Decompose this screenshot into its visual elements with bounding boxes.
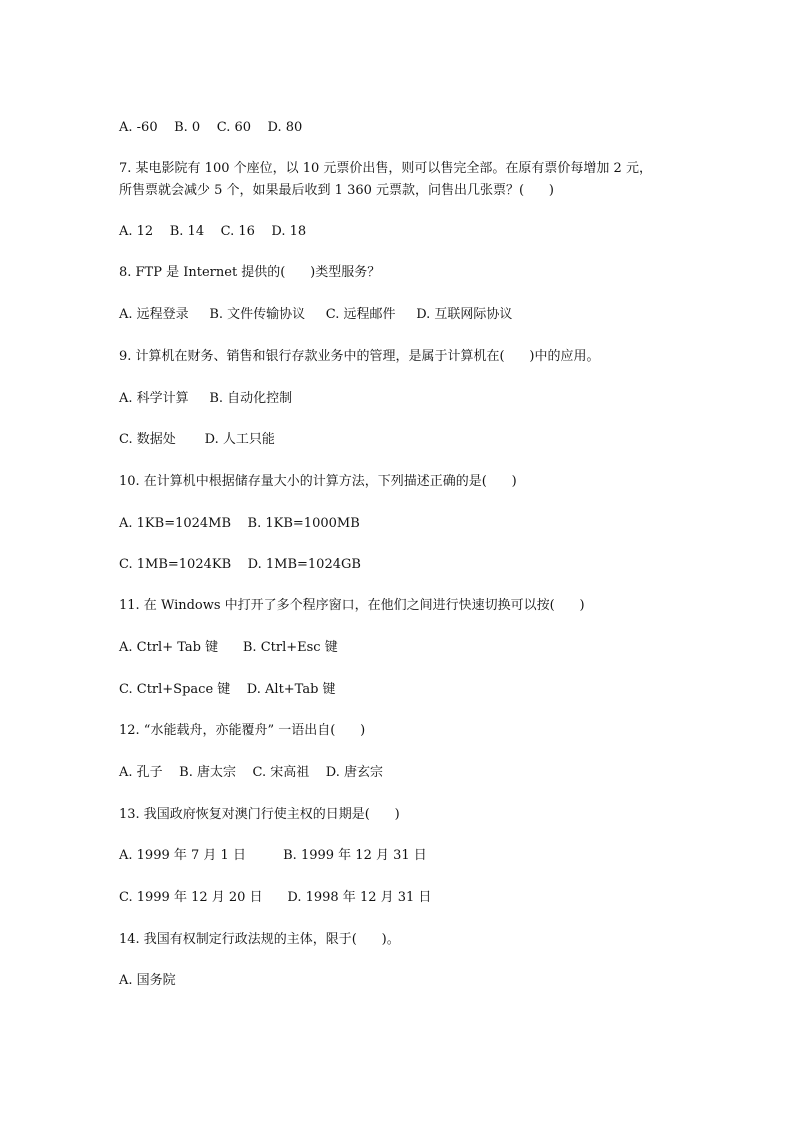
question-7-line-2: 所售票就会减少 5 个，如果最后收到 1 360 元票款，问售出几张票？( ) (119, 183, 554, 198)
question-7-line-1: 7. 某电影院有 100 个座位，以 10 元票价出售，则可以售完全部。在原有票价每增加 2 元， (119, 161, 652, 176)
answer-options-q13-row-2: C. 1999 年 12 月 20 日 D. 1998 年 12 月 31 日 (119, 890, 432, 905)
answer-options-q10-row-2: C. 1MB=1024KB D. 1MB=1024GB (119, 557, 361, 572)
answer-options-q8: A. 远程登录 B. 文件传输协议 C. 远程邮件 D. 互联网际协议 (119, 307, 513, 322)
answer-options-q9-row-1: A. 科学计算 B. 自动化控制 (119, 391, 293, 406)
answer-options-q9-row-2: C. 数据处 D. 人工只能 (119, 432, 275, 447)
answer-options-q13-row-1: A. 1999 年 7 月 1 日 B. 1999 年 12 月 31 日 (119, 848, 427, 863)
answer-options-q12: A. 孔子 B. 唐太宗 C. 宋高祖 D. 唐玄宗 (119, 765, 384, 780)
question-10: 10. 在计算机中根据储存量大小的计算方法，下列描述正确的是( ) (119, 474, 517, 489)
answer-options-q11-row-1: A. Ctrl+ Tab 键 B. Ctrl+Esc 键 (119, 640, 338, 655)
answer-options-q14: A. 国务院 (119, 973, 176, 988)
question-9: 9. 计算机在财务、销售和银行存款业务中的管理，是属于计算机在( )中的应用。 (119, 349, 600, 364)
question-13: 13. 我国政府恢复对澳门行使主权的日期是( ) (119, 807, 400, 822)
question-14: 14. 我国有权制定行政法规的主体，限于( )。 (119, 932, 400, 947)
answer-options-q7: A. 12 B. 14 C. 16 D. 18 (119, 224, 307, 239)
answer-options-q6: A. -60 B. 0 C. 60 D. 80 (119, 120, 303, 135)
question-12: 12. “水能载舟，亦能覆舟” 一语出自( ) (119, 723, 366, 738)
question-8: 8. FTP 是 Internet 提供的( )类型服务？ (119, 265, 381, 280)
question-11: 11. 在 Windows 中打开了多个程序窗口，在他们之间进行快速切换可以按( ) (119, 598, 585, 613)
answer-options-q10-row-1: A. 1KB=1024MB B. 1KB=1000MB (119, 516, 360, 531)
answer-options-q11-row-2: C. Ctrl+Space 键 D. Alt+Tab 键 (119, 682, 336, 697)
